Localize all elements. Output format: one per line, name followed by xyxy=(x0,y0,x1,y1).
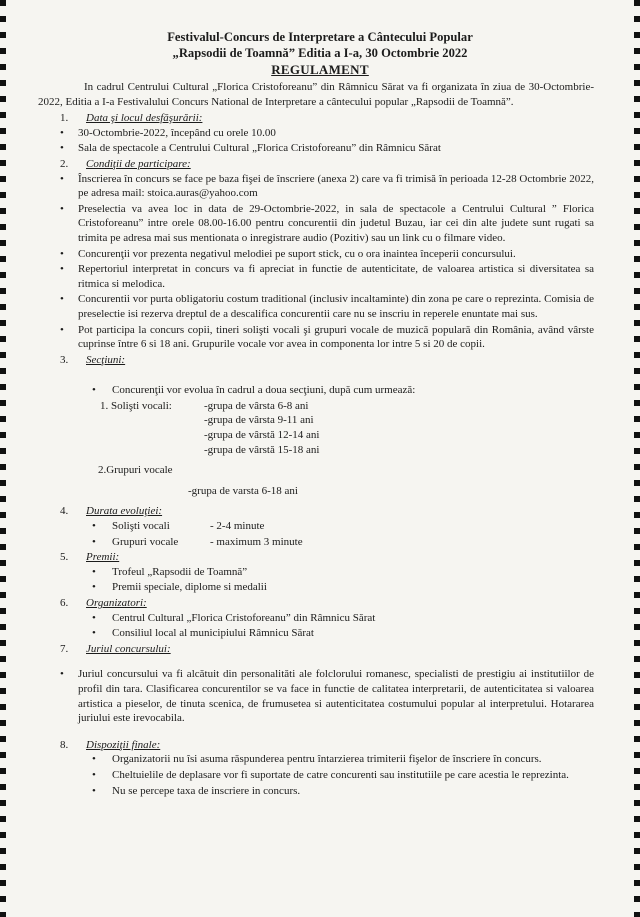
section-heading: 8. Dispoziţii finale: xyxy=(60,738,161,751)
age-group: -grupa de vârstă 15-18 ani xyxy=(204,443,320,456)
section-heading: 3. Secţiuni: xyxy=(60,353,126,366)
list-item: • Consiliul local al municipiului Râmnicu Sărat xyxy=(38,626,594,641)
festival-edition: „Rapsodii de Toamnă” Editia a I-a, 30 Octombrie 2022 xyxy=(172,45,468,60)
age-group: -grupa de varsta 6-18 ani xyxy=(188,484,298,497)
section-5-list xyxy=(38,565,594,595)
section-heading: 4. Durata evoluţiei: xyxy=(60,505,163,518)
section-4-list xyxy=(38,519,594,549)
age-group: -grupa de vârsta 9-11 ani xyxy=(204,414,314,427)
section-7-list xyxy=(38,667,594,725)
list-item: • Trofeul „Rapsodii de Toamnă” xyxy=(38,565,594,580)
list-item: • Concurentii vor purta obligatoriu costum traditional (inclusiv incaltaminte) din zona pe care o reprezinta. Comisia de preselectie isi rezerva dreptul de a descalifica concurentii care nu se inscriu in reperele enuntate mai sus. xyxy=(38,292,594,321)
section-heading: 1. Data şi locul desfăşurării: xyxy=(60,112,203,125)
section-heading: 2. Condiţii de participare: xyxy=(60,157,191,170)
list-item: • Preselectia va avea loc in data de 29-Octombrie-2022, in sala de spectacole a Centrului Cultural ” Florica Cristoforeanu” intre orele 08.00-16.00 pentru concurentii din judetul Buzau, iar cei din alte judete sunt rugati sa trimita pe adresa mai sus mentionata o inregistrare audio (Pozitiv) sau un link cu o filmare video. xyxy=(38,202,594,246)
section-6-list xyxy=(38,611,594,641)
document-body xyxy=(38,80,594,799)
list-item: • Premii speciale, diplome si medalii xyxy=(38,580,594,595)
list-item: • Concurenţii vor evolua în cadrul a doua secţiuni, după cum urmează: xyxy=(38,383,594,398)
list-item: • Cheltuielile de deplasare vor fi suportate de catre concurenti sau institutiile pe care acestia le reprezinta. xyxy=(38,768,594,783)
list-item: • Nu se percepe taxa de inscriere in concurs. xyxy=(38,784,594,799)
section-heading: 7. Juriul concursului: xyxy=(60,642,171,655)
category-label: 1. Solişti vocali: xyxy=(100,399,172,412)
age-group: -grupa de vârstă 12-14 ani xyxy=(204,429,320,442)
category-label: 2.Grupuri vocale xyxy=(98,464,173,477)
section-8-list xyxy=(38,752,594,798)
intro-paragraph: In cadrul Centrului Cultural „Florica Cristoforeanu” din Râmnicu Sărat va fi organizata în ziua de 30-Octombrie-2022, Editia a I-a Festivalului Concurs National de Interpretare a cântecului popular „Rapsodii de Toamnă”. xyxy=(38,81,594,108)
list-item: • Juriul concursului va fi alcătuit din personalităti ale folclorului romanesc, specialisti de prestigiu ai institutiilor de profil din tara. Clasificarea concurentilor se va face in functie de calitatea interpretarii, de autenticitatea si valoarea artistica a pieselor, de tinuta scenica, de frumusetea si autenticitatea costumului popular al interpretului. Hotararea juriului este irevocabila. xyxy=(38,667,594,725)
section-heading: 5. Premii: xyxy=(60,551,120,564)
section-heading: 6. Organizatori: xyxy=(60,597,147,609)
section-2-list xyxy=(38,172,594,352)
solo-categories xyxy=(38,399,594,414)
document-header xyxy=(0,30,640,78)
section-3-list xyxy=(38,383,594,398)
list-item: • Repertoriul interpretat in concurs va fi apreciat in functie de autenticitate, de valoarea artistica si diversitatea sa ritmica si melodica. xyxy=(38,262,594,291)
list-item: • Centrul Cultural „Florica Cristoforeanu” din Râmnicu Sărat xyxy=(38,611,594,626)
age-group: -grupa de vârsta 6-8 ani xyxy=(204,399,309,412)
list-item: • Organizatorii nu îsi asuma răspunderea pentru întarzierea trimiterii fişelor de înscriere în concurs. xyxy=(38,752,594,767)
list-item: • Înscrierea în concurs se face pe baza fişei de înscriere (anexa 2) care va fi trimisă în perioada 12-28 Octombrie 2022, pe adresa mail: stoica.auras@yahoo.com xyxy=(38,172,594,201)
list-item: • Solişti vocali - 2-4 minute xyxy=(38,519,594,534)
list-item: • Sala de spectacole a Centrului Cultural „Florica Cristoforeanu” din Râmnicu Sărat xyxy=(38,141,594,156)
list-item: • Pot participa la concurs copii, tineri solişti vocali şi grupuri vocale de muzică populară din România, având vârste cuprinse între 6 si 18 ani. Grupurile vocale vor avea in componenta lor intre 5 si 20 de copii. xyxy=(38,323,594,352)
list-item: • Grupuri vocale - maximum 3 minute xyxy=(38,535,594,550)
section-1-list xyxy=(38,126,594,156)
document-title: REGULAMENT xyxy=(271,62,369,77)
list-item: • 30-Octombrie-2022, începând cu orele 10.00 xyxy=(38,126,594,141)
list-item: • Concurenţii vor prezenta negativul melodiei pe suport stick, cu o ora inaintea începerii concursului. xyxy=(38,247,594,262)
festival-name: Festivalul-Concurs de Interpretare a Cântecului Popular xyxy=(167,30,473,44)
